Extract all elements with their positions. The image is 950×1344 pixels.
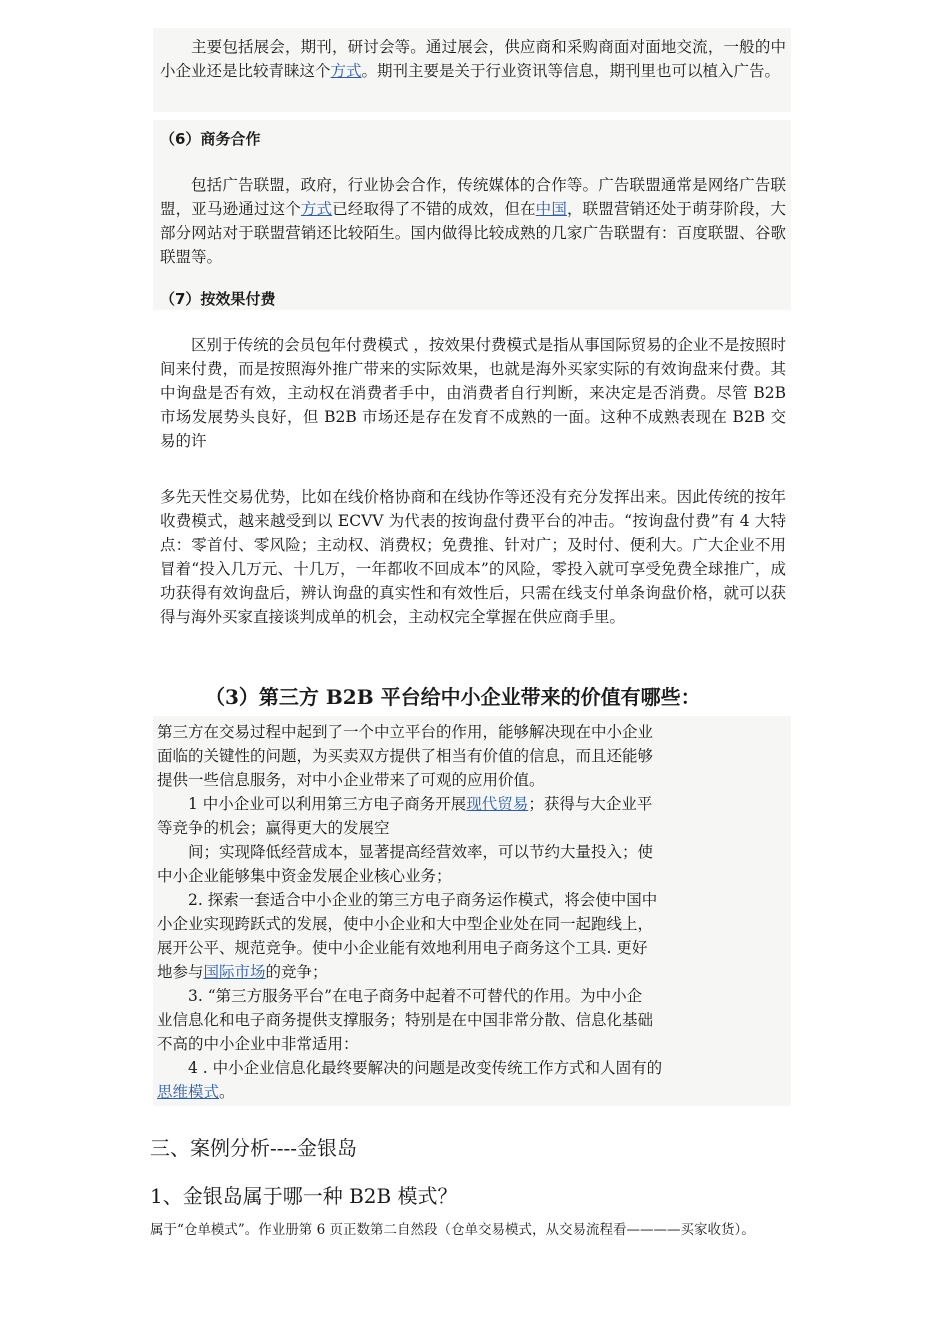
paragraph-business-cooperation bbox=[160, 173, 786, 269]
link-fangshi-1[interactable]: 方式 bbox=[330, 62, 362, 80]
text: 3. “第三方服务平台”在电子商务中起着不可替代的作用。为中小企 bbox=[157, 987, 643, 1005]
value-line bbox=[157, 888, 785, 912]
text: 包括广告联盟，政府，行业协会合作，传统媒体的合作等。广告联盟通常是网络广告联盟，亚马逊通过这个 bbox=[160, 176, 786, 218]
text: ，联盟营销还处于萌芽阶段，大部分网站对于联盟营销还比较陌生。国内做得比较成熟的几家广告联盟有：百度联盟、谷歌联盟等。 bbox=[160, 200, 786, 266]
inline-link[interactable]: 国际市场 bbox=[203, 963, 266, 981]
value-line bbox=[157, 792, 785, 816]
value-line bbox=[157, 912, 785, 936]
heading-b2b-value: （3）第三方 B2B 平台给中小企业带来的价值有哪些： bbox=[205, 685, 701, 709]
value-line bbox=[157, 744, 785, 768]
value-line bbox=[157, 768, 785, 792]
text: 1 中小企业可以利用第三方电子商务开展 bbox=[157, 795, 467, 813]
question-title: 1、金银岛属于哪一种 B2B 模式？ bbox=[150, 1184, 458, 1208]
text: 等竞争的机会；赢得更大的发展空 bbox=[157, 819, 390, 837]
value-line bbox=[157, 816, 785, 840]
inline-link[interactable]: 思维模式 bbox=[157, 1083, 220, 1101]
value-line bbox=[157, 840, 785, 864]
value-line bbox=[157, 960, 785, 984]
text: 间；实现降低经营成本，显著提高经营效率，可以节约大量投入；使 bbox=[157, 843, 654, 861]
text: 。 bbox=[219, 1083, 235, 1101]
text: 地参与 bbox=[157, 963, 204, 981]
text: 2. 探索一套适合中小企业的第三方电子商务运作模式，将会使中国中 bbox=[157, 891, 658, 909]
paragraph-exhibitions bbox=[160, 35, 786, 83]
value-line bbox=[157, 720, 785, 744]
text: 面临的关键性的问题，为买卖双方提供了相当有价值的信息，而且还能够 bbox=[157, 747, 654, 765]
value-line bbox=[157, 1032, 785, 1056]
text: 。期刊主要是关于行业资讯等信息，期刊里也可以植入广告。 bbox=[361, 62, 781, 80]
answer-text: 属于“仓单模式”。作业册第 6 页正数第二自然段（仓单交易模式，从交易流程看————买家收货）。 bbox=[150, 1222, 755, 1238]
paragraph-pay-per-result: 区别于传统的会员包年付费模式 ，按效果付费模式是指从事国际贸易的企业不是按照时间来付费，而是按照海外推广带来的实际效果，也就是海外买家实际的有效询盘来付费。其中询盘是否有效，主动权在消费者手中，由消费者自行判断，来决定是否消费。尽管 B2B 市场发展势头良好，但 B2B 市场还是存在发育不成熟的一面。这种不成熟表现在 B2B 交易的许 bbox=[160, 336, 786, 450]
text: 不高的中小企业中非常适用： bbox=[157, 1035, 359, 1053]
value-line bbox=[157, 1008, 785, 1032]
text: 中小企业能够集中资金发展企业核心业务； bbox=[157, 867, 452, 885]
text: 已经取得了不错的成效，但在 bbox=[332, 200, 536, 218]
value-line bbox=[157, 864, 785, 888]
value-line bbox=[157, 936, 785, 960]
text: 第三方在交易过程中起到了一个中立平台的作用，能够解决现在中小企业 bbox=[157, 723, 654, 741]
paragraph-inquiry-payment: 多先天性交易优势，比如在线价格协商和在线协作等还没有充分发挥出来。因此传统的按年收费模式，越来越受到以 ECVV 为代表的按询盘付费平台的冲击。“按询盘付费”有 4 大特点：零首付、零风险；主动权、消费权；免费推、针对广；及时付、便利大。广大企业不用冒着“投入几万元、十几万，一年都收不回成本”的风险，零投入就可享受免费全球推广，成功获得有效询盘后，辨认询盘的真实性和有效性后，只需在线支付单条询盘价格，就可以获得与海外买家直接谈判成单的机会，主动权完全掌握在供应商手里。 bbox=[160, 488, 786, 626]
value-line bbox=[157, 984, 785, 1008]
text: 业信息化和电子商务提供支撑服务；特别是在中国非常分散、信息化基础 bbox=[157, 1011, 654, 1029]
value-line bbox=[157, 1056, 785, 1080]
heading-pay-per-result: （7）按效果付费 bbox=[160, 290, 276, 308]
value-line bbox=[157, 1080, 785, 1104]
text: 提供一些信息服务，对中小企业带来了可观的应用价值。 bbox=[157, 771, 545, 789]
inline-link[interactable]: 现代贸易 bbox=[466, 795, 529, 813]
section-title-case-analysis: 三、案例分析----金银岛 bbox=[150, 1136, 358, 1160]
heading-business-cooperation: （6）商务合作 bbox=[160, 130, 261, 148]
text: 4 . 中小企业信息化最终要解决的问题是改变传统工作方式和人固有的 bbox=[157, 1059, 663, 1077]
text: 的竞争； bbox=[265, 963, 328, 981]
link-china[interactable]: 中国 bbox=[535, 200, 567, 218]
text: ；获得与大企业平 bbox=[528, 795, 653, 813]
text: 小企业实现跨跃式的发展，使中小企业和大中型企业处在同一起跑线上， bbox=[157, 915, 654, 933]
text: 主要包括展会，期刊，研讨会等。通过展会，供应商和采购商面对面地交流，一般的中小企业还是比较青睐这个 bbox=[160, 38, 786, 80]
link-fangshi-2[interactable]: 方式 bbox=[300, 200, 333, 218]
text: 展开公平、规范竞争。使中小企业能有效地利用电子商务这个工具. 更好 bbox=[157, 939, 648, 957]
